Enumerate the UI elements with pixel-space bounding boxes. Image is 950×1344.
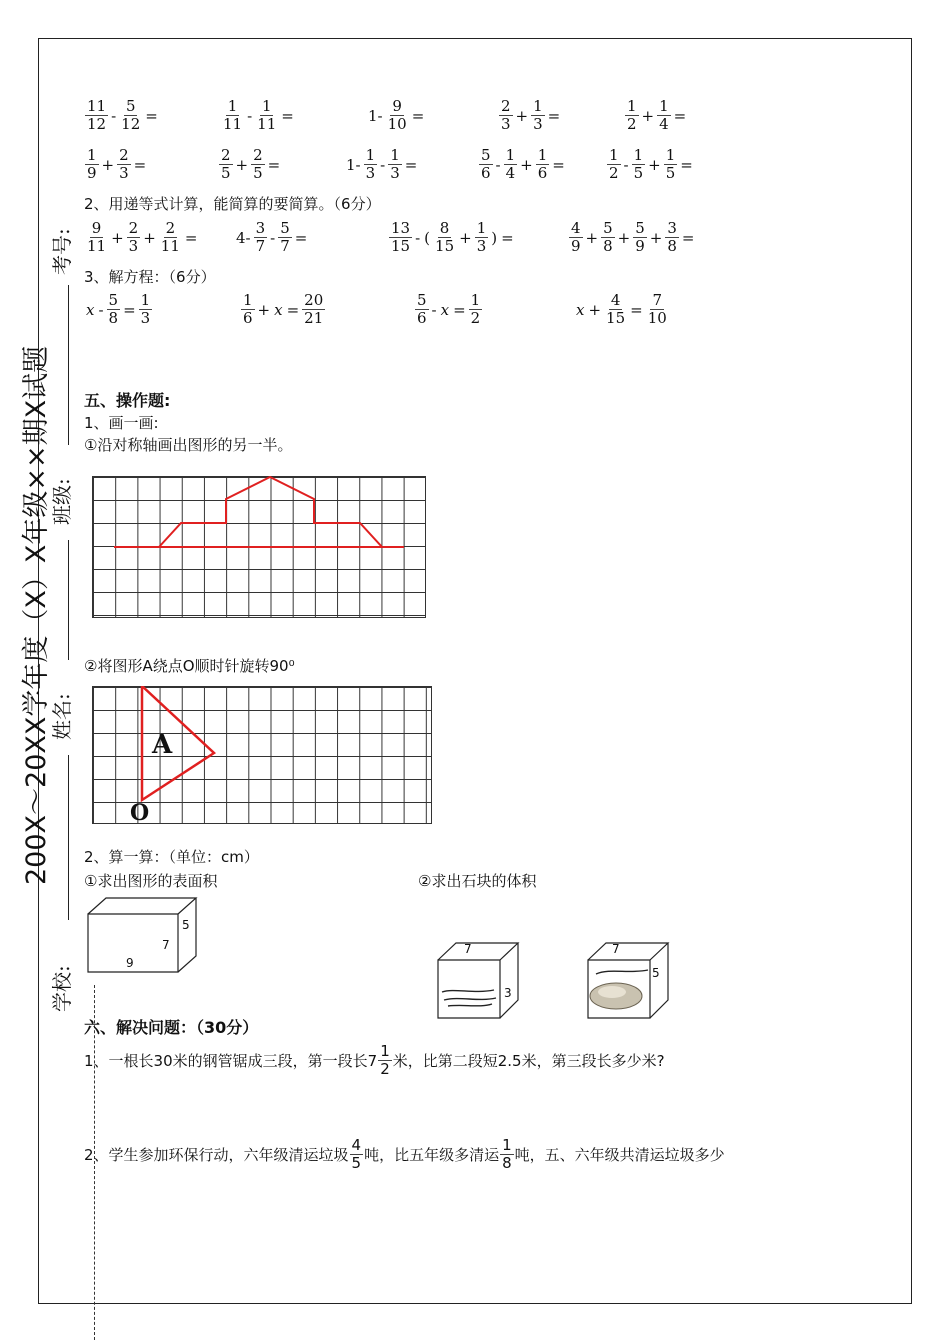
container1-side: 3 [504, 986, 512, 1000]
label-a: A [152, 730, 173, 760]
expr-q3-2: $\frac{1}{6}$ + x = $\frac{20}{21}$ [243, 291, 324, 327]
expr-r1-1: $\frac{11}{12}$ - $\frac{5}{12}$ = [87, 97, 158, 133]
container2-side: 5 [652, 966, 660, 980]
label-banji: 班级: [50, 478, 74, 525]
expr-q2-2: 4- $\frac{3}{7}$ - $\frac{5}{7}$ = [236, 219, 308, 255]
symmetry-figure [92, 476, 426, 618]
expr-r2-2: $\frac{2}{5}$ + $\frac{2}{5}$ = [221, 146, 281, 182]
expr-r1-5: $\frac{1}{2}$ + $\frac{1}{4}$ = [627, 97, 687, 133]
cuboid [86, 896, 200, 978]
sec5-q2b: ②求出石块的体积 [418, 872, 537, 890]
sec5-q2: 2、算一算：（单位：cm） [84, 848, 259, 866]
expr-r2-3: 1- $\frac{1}{3}$ - $\frac{1}{3}$ = [346, 146, 418, 182]
q2-title: 2、用递等式计算，能简算的要简算。（6分） [84, 195, 381, 213]
cuboid-height: 5 [182, 918, 190, 932]
container1-top: 7 [464, 942, 472, 956]
sec6-title: 六、解决问题：（30分） [84, 1018, 259, 1037]
sec5-q2a: ①求出图形的表面积 [84, 872, 218, 890]
expr-q3-4: x + $\frac{4}{15}$ = $\frac{7}{10}$ [576, 291, 667, 327]
expr-r1-3: 1- $\frac{9}{10}$ = [368, 97, 425, 133]
problem-1: 1、一根长30米的钢管锯成三段，第一段长7 $\frac{1}{2}$ 米，比第二段短2.5米，第三段长多少米? [84, 1042, 665, 1078]
q3-title: 3、解方程：（6分） [84, 268, 216, 286]
line-xingming [68, 755, 69, 920]
cuboid-width: 9 [126, 956, 134, 970]
label-xuexiao: 学校: [50, 965, 74, 1012]
line-banji [68, 540, 69, 660]
label-xingming: 姓名: [50, 693, 74, 740]
sec5-q1a: ①沿对称轴画出图形的另一半。 [84, 436, 293, 454]
expr-q3-1: x - $\frac{5}{8}$ = $\frac{1}{3}$ [86, 291, 151, 327]
cuboid-depth: 7 [162, 938, 170, 952]
expr-r2-4: $\frac{5}{6}$ - $\frac{1}{4}$ + $\frac{1}{6}$ = [481, 146, 565, 182]
container2-top: 7 [612, 942, 620, 956]
expr-q2-1: $\frac{9}{11}$ + $\frac{2}{3}$ + $\frac{2}{11}$ = [87, 219, 198, 255]
expr-r1-4: $\frac{2}{3}$ + $\frac{1}{3}$ = [501, 97, 561, 133]
problem-2: 2、学生参加环保行动，六年级清运垃圾 $\frac{4}{5}$ 吨，比五年级多清运 $\frac{1}{8}$ 吨，五、六年级共清运垃圾多少 [84, 1136, 725, 1172]
expr-q2-3: $\frac{13}{15}$ - ( $\frac{8}{15}$ + $\frac{1}{3}$ ) = [391, 219, 514, 255]
sec5-q1b: ②将图形A绕点O顺时针旋转90⁰ [84, 657, 295, 675]
expr-q2-4: $\frac{4}{9}$ + $\frac{5}{8}$ + $\frac{5}{9}$ + $\frac{3}{8}$ = [571, 219, 695, 255]
label-o: O [130, 800, 150, 826]
half-shape [159, 477, 382, 547]
line-kaohao [68, 285, 69, 445]
exam-title-vertical: 200X～20XX学年度（X）X年级××期X试题 [21, 345, 52, 885]
stone-container [584, 940, 670, 1022]
expr-q3-3: $\frac{5}{6}$ - x = $\frac{1}{2}$ [417, 291, 481, 327]
expr-r2-5: $\frac{1}{2}$ - $\frac{1}{5}$ + $\frac{1}{5}$ = [609, 146, 693, 182]
label-kaohao: 考号: [50, 228, 74, 275]
expr-r2-1: $\frac{1}{9}$ + $\frac{2}{3}$ = [87, 146, 147, 182]
sec5-q1: 1、画一画: [84, 414, 159, 432]
water-container [434, 940, 520, 1022]
expr-r1-2: $\frac{1}{11}$ - $\frac{1}{11}$ = [223, 97, 294, 133]
sec5-title: 五、操作题: [84, 391, 171, 410]
